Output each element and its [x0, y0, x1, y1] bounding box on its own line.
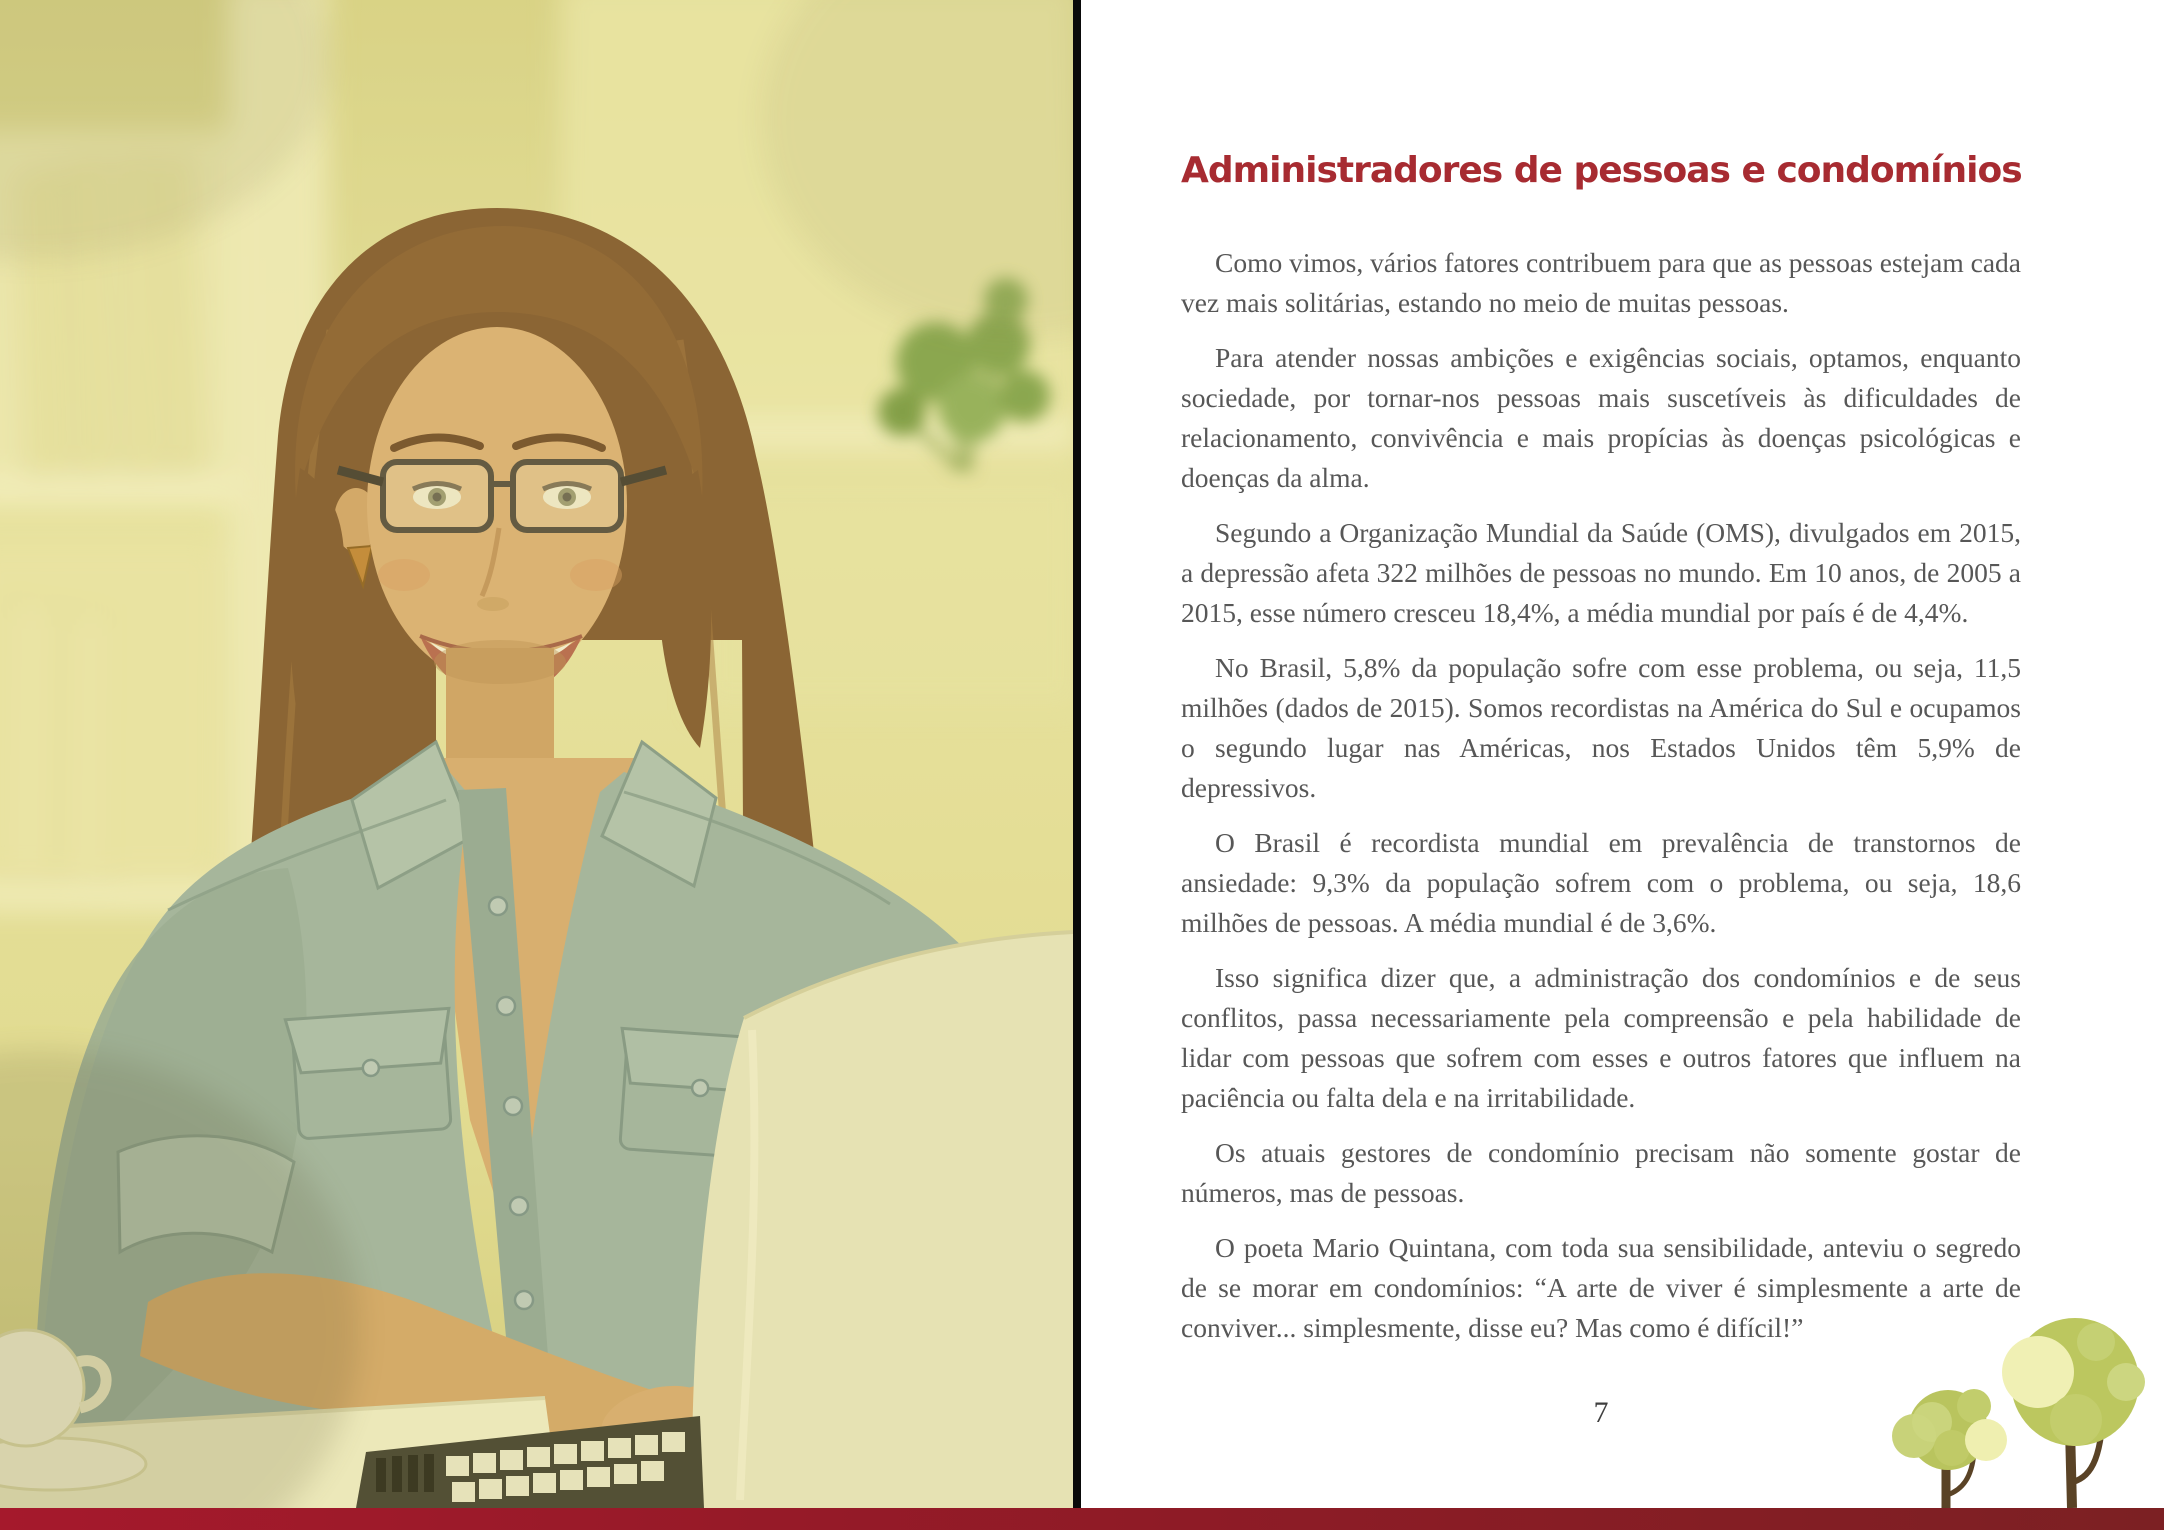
paragraph: Como vimos, vários fatores contribuem para que as pessoas estejam cada vez mais solitárias, estando no meio de muitas pessoas. [1181, 247, 2021, 318]
text-page [1081, 0, 2164, 1508]
paragraph: Os atuais gestores de condomínio precisam não somente gostar de números, mas de pessoas. [1181, 1137, 2021, 1208]
small-tree [1892, 1389, 2007, 1508]
paragraph: Isso significa dizer que, a administração dos condomínios e de seus conflitos, passa necessariamente pela compreensão e pela habilidade de lidar com pessoas que sofrem com esses e outros fatores que influem na paciência ou falta dela e na irritabilidade. [1181, 962, 2021, 1113]
paragraph: O poeta Mario Quintana, com toda sua sensibilidade, anteviu o segredo de se morar em condomínios: “A arte de viver é simplesmente a arte de conviver... simplesmente, disse eu? Mas como é difícil!” [1181, 1232, 2021, 1343]
footer-bar [0, 1508, 2164, 1530]
photo-illustration [0, 0, 1073, 1508]
paragraph: Segundo a Organização Mundial da Saúde (OMS), divulgados em 2015, a depressão afeta 322 milhões de pessoas no mundo. Em 10 anos, de 2005 a 2015, esse número cresceu 18,4%, a média mundial por país é de 4,4%. [1181, 517, 2021, 628]
paragraph: No Brasil, 5,8% da população sofre com esse problema, ou seja, 11,5 milhões (dados de 2015). Somos recordistas na América do Sul e ocupamos o segundo lugar nas Américas, nos Estados Unidos têm 5,9% de depressivos. [1181, 652, 2021, 803]
trees-decoration [1870, 1290, 2164, 1508]
paragraph: Para atender nossas ambições e exigências sociais, optamos, enquanto sociedade, por tornar-nos pessoas mais suscetíveis às dificuldades de relacionamento, convivência e mais propícias às doenças psicológicas e doenças da alma. [1181, 342, 2021, 493]
page-divider [1073, 0, 1081, 1508]
page-number: 7 [1593, 1396, 1609, 1429]
article-body [1181, 243, 2021, 1363]
page-title: Administradores de pessoas e condomínios [1181, 150, 2022, 192]
photo-woman-laptop [0, 0, 1073, 1508]
large-tree [2002, 1318, 2145, 1508]
paragraph: O Brasil é recordista mundial em prevalência de transtornos de ansiedade: 9,3% da população sofrem com o problema, ou seja, 18,6 milhões de pessoas. A média mundial é de 3,6%. [1181, 827, 2021, 938]
